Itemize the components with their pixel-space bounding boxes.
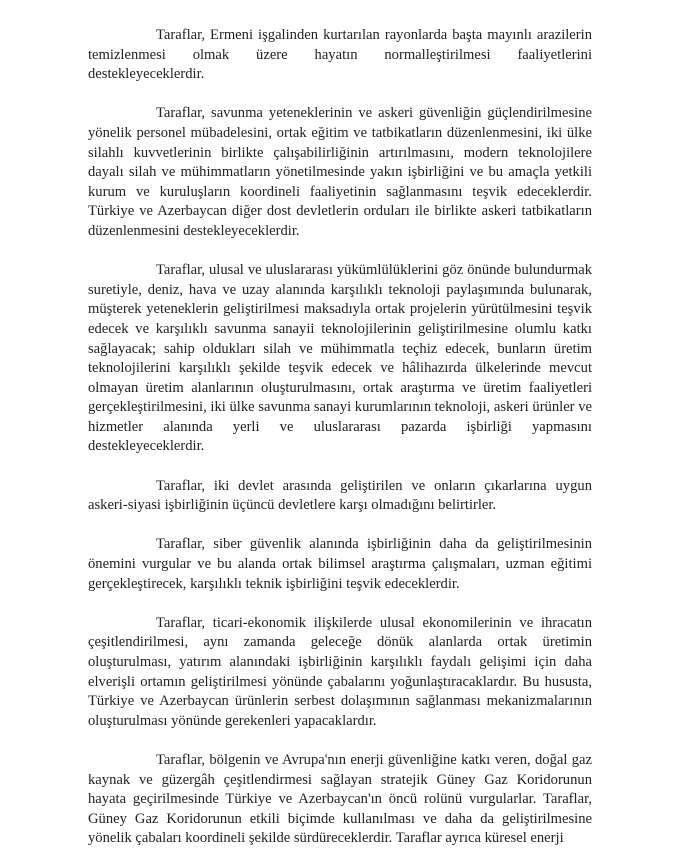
paragraph-defense-industry: Taraflar, ulusal ve uluslararası yükümlülüklerini göz önünde bulundurmak suretiyle, deniz, hava ve uzay alanında karşılıklı teknoloji paylaşımında bulunarak, müşterek yeteneklerin geliştirilmesi maksadıyla ortak projelerin yürütülmesini teşvik edecek ve karşılıklı savunma sanayii teknolojilerinin geliştirilmesine olumlu katkı sağlayacak; sahip oldukları silah ve mühimmatla teçhiz edecek, bunların üretim teknolojilerini karşılıklı şekilde teşvik edecek ve hâlihazırda ülkelerinde mevcut olmayan üretim alanlarının oluşturulmasını, ortak araştırma ve üretim faaliyetleri gerçekleştirilmesini, iki ülke savunma sanayi kurumlarının teknoloji, askeri ürünler ve hizmetler alanında yerli ve uluslararası pazarda işbirliği yapmasını destekleyeceklerdir. [88, 262, 592, 455]
paragraph-third-states: Taraflar, iki devlet arasında geliştirilen ve onların çıkarlarına uygun askeri-siyasi işbirliğinin üçüncü devletlere karşı olmadığını belirtirler. [88, 477, 592, 514]
paragraph-defense-capabilities: Taraflar, savunma yeteneklerinin ve askeri güvenliğin güçlendirilmesine yönelik personel mübadelesini, ortak eğitim ve tatbikatların düzenlenmesini, iki ülke silahlı kuvvetlerinin birlikte çalışabilirliğinin artırılmasını, modern teknolojilere dayalı silah ve mühimmatların yönetilmesinde yakın işbirliğini ve bu amaçla yetkili kurum ve kuruluşların koordineli faaliyetinin sağlanmasını teşvik edeceklerdir. Türkiye ve Azerbaycan diğer dost devletlerin orduları ile birlikte askeri tatbikatların düzenlenmesini destekleyeceklerdir. [88, 105, 592, 239]
paragraph-energy-security: Taraflar, bölgenin ve Avrupa'nın enerji güvenliğine katkı veren, doğal gaz kaynak ve güzergâh çeşitlendirmesi sağlayan stratejik Güney Gaz Koridorunun hayata geçirilmesinde Türkiye ve Azerbaycan'ın öncü rolünü vurgularlar. Taraflar, Güney Gaz Koridorunun etkili biçimde kullanılması ve daha da geliştirilmesine yönelik çabaları koordineli şekilde sürdüreceklerdir. Taraflar ayrıca küresel enerji [88, 751, 592, 847]
paragraph-cyber-security: Taraflar, siber güvenlik alanında işbirliğinin daha da geliştirilmesinin önemini vurgular ve bu alanda ortak bilimsel araştırma çalışmaları, uzman eğitimi gerçekleştirecek, karşılıklı teknik işbirliğini teşvik edeceklerdir. [88, 536, 592, 592]
paragraph-trade-economy: Taraflar, ticari-ekonomik ilişkilerde ulusal ekonomilerinin ve ihracatın çeşitlendirilmesi, aynı zamanda geleceğe dönük alanlarda ortak üretimin oluşturulması, yatırım alanındaki işbirliğinin karşılıklı faydalı gelişimi için daha elverişli ortamın geliştirilmesi yönünde çabalarını yoğunlaştıracaklardır. Bu hususta, Türkiye ve Azerbaycan ürünlerin serbest dolaşımının sağlanması mekanizmalarının oluşturulması yönünde gerekenleri yapacaklardır. [88, 614, 592, 729]
document-page [88, 26, 592, 849]
paragraph-demining: Taraflar, Ermeni işgalinden kurtarılan rayonlarda başta mayınlı arazilerin temizlenmesi olmak üzere hayatın normalleştirilmesi faaliyetlerini destekleyeceklerdir. [88, 27, 592, 83]
